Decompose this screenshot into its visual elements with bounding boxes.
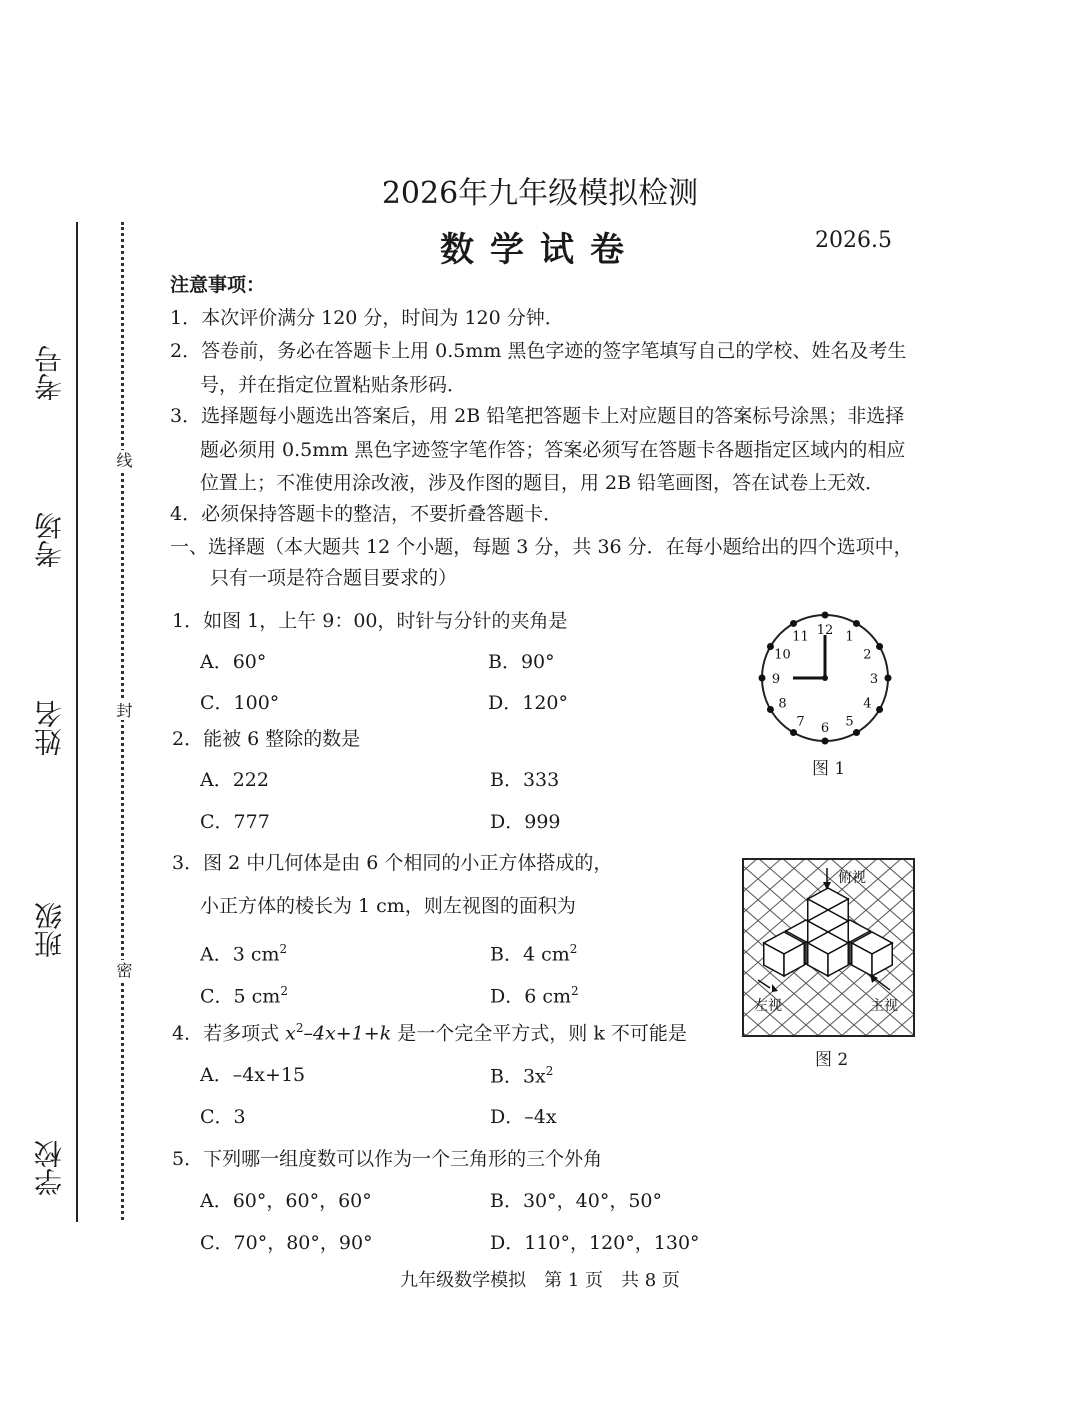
- notice-line: 号，并在指定位置粘贴条形码．: [200, 374, 467, 396]
- section-heading: 一、选择题（本大题共 12 个小题，每题 3 分，共 36 分．在每小题给出的四个选项中，: [170, 536, 913, 558]
- option-b: B．333: [490, 769, 560, 791]
- option-c: C．100°: [200, 692, 280, 714]
- label-front-view: 主视: [870, 998, 898, 1014]
- question-stem: 3．图 2 中几何体是由 6 个相同的小正方体搭成的，: [172, 852, 613, 874]
- question-stem-cont: 小正方体的棱长为 1 cm，则左视图的面积为: [200, 895, 576, 917]
- clock-hour-dot: [853, 620, 860, 627]
- notice-line: 2．答卷前，务必在答题卡上用 0.5mm 黑色字迹的签字笔填写自己的学校、姓名及考生: [170, 340, 907, 362]
- clock-numeral: 9: [771, 672, 781, 687]
- question-stem: 2．能被 6 整除的数是: [172, 728, 361, 750]
- section-heading-cont: 只有一项是符合题目要求的）: [210, 567, 458, 589]
- clock-numeral: 11: [792, 629, 809, 645]
- clock-hour-dot: [759, 675, 766, 682]
- clock-hour-dot: [822, 738, 829, 745]
- field-school: 学校: [33, 1140, 66, 1196]
- clock-numeral: 7: [796, 714, 805, 730]
- question-stem: 4．若多项式 $x^2-4x+1+k$ 是一个完全平方式，则 k 不可能是: [172, 1021, 687, 1045]
- notice-line: 题必须用 0.5mm 黑色字迹签字笔作答；答案必须写在答题卡各题指定区域内的相应: [200, 439, 906, 461]
- figure-2-caption: 图 2: [815, 1050, 849, 1070]
- clock-numeral: 6: [820, 721, 830, 736]
- figure-2-cubes: [742, 858, 916, 1038]
- option-d: D．6 $cm^2$: [490, 984, 579, 1008]
- option-d: D．120°: [488, 692, 568, 714]
- field-name: 姓名: [33, 700, 66, 756]
- cut-line: [121, 222, 124, 1220]
- clock-numeral: 3: [869, 672, 879, 687]
- option-c: C．5 $cm^2$: [200, 984, 288, 1008]
- clock-hour-dot: [853, 729, 860, 736]
- option-a: A．–4x+15: [200, 1064, 306, 1086]
- question-stem: 5．下列哪一组度数可以作为一个三角形的三个外角: [172, 1148, 603, 1170]
- notice-line: 4．必须保持答题卡的整洁，不要折叠答题卡．: [170, 503, 563, 525]
- clock-hour-dot: [885, 675, 892, 682]
- option-a: A．222: [200, 769, 269, 791]
- clock-hour-dot: [767, 643, 774, 650]
- option-d: D．–4x: [490, 1106, 557, 1128]
- notice-line: 位置上；不准使用涂改液，涉及作图的题目，用 2B 铅笔画图，答在试卷上无效．: [200, 472, 885, 494]
- cut-word-mi: 密: [114, 962, 133, 978]
- clock-numeral: 4: [863, 696, 872, 712]
- option-a: A．60°: [200, 651, 267, 673]
- field-class: 班级: [33, 902, 66, 958]
- field-kaochang: 考场: [33, 512, 66, 568]
- clock-numeral: 12: [816, 623, 834, 638]
- clock-hour-dot: [876, 706, 883, 713]
- question-stem: 1．如图 1，上午 9：00，时针与分针的夹角是: [172, 610, 568, 632]
- option-b: B．4 $cm^2$: [490, 942, 578, 966]
- notice-line: 3．选择题每小题选出答案后，用 2B 铅笔把答题卡上对应题目的答案标号涂黑；非选择: [170, 405, 905, 427]
- page-footer: 九年级数学模拟 第 1 页 共 8 页: [400, 1270, 680, 1291]
- figure-1-caption: 图 1: [812, 759, 846, 779]
- option-b: B．90°: [488, 651, 555, 673]
- clock-numeral: 2: [863, 647, 872, 663]
- clock-hour-dot: [876, 643, 883, 650]
- clock-numeral: 5: [845, 714, 854, 730]
- cut-word-xian: 线: [114, 452, 133, 468]
- exam-date: 2026.5: [815, 228, 892, 253]
- option-b: B．$3x^2$: [490, 1064, 554, 1088]
- clock-hour-dot: [822, 612, 829, 619]
- option-c: C．3: [200, 1106, 246, 1128]
- option-a: A．3 $cm^2$: [200, 942, 288, 966]
- clock-numeral: 1: [845, 629, 854, 645]
- exam-subtitle: 数学试卷: [440, 230, 640, 270]
- clock-hour-dot: [790, 729, 797, 736]
- figure-1-clock: [750, 605, 900, 755]
- clock-center: [822, 675, 828, 681]
- exam-title: 2026年九年级模拟检测: [381, 176, 699, 211]
- option-a: A．60°，60°，60°: [200, 1190, 372, 1212]
- field-kaohao: 考号: [33, 345, 66, 401]
- label-top-view: 俯视: [838, 870, 866, 886]
- cut-word-feng: 封: [114, 702, 133, 718]
- clock-numeral: 10: [774, 647, 791, 663]
- option-b: B．30°，40°，50°: [490, 1190, 662, 1212]
- clock-numeral: 8: [778, 696, 787, 712]
- option-c: C．777: [200, 811, 270, 833]
- option-d: D．110°，120°，130°: [490, 1232, 700, 1254]
- option-d: D．999: [490, 811, 561, 833]
- notice-line: 1．本次评价满分 120 分，时间为 120 分钟．: [170, 307, 564, 329]
- clock-hour-dot: [767, 706, 774, 713]
- label-left-view: 左视: [754, 998, 782, 1014]
- clock-hour-dot: [790, 620, 797, 627]
- option-c: C．70°，80°，90°: [200, 1232, 373, 1254]
- left-view-arrow: [758, 980, 770, 988]
- notice-heading: 注意事项：: [170, 274, 266, 296]
